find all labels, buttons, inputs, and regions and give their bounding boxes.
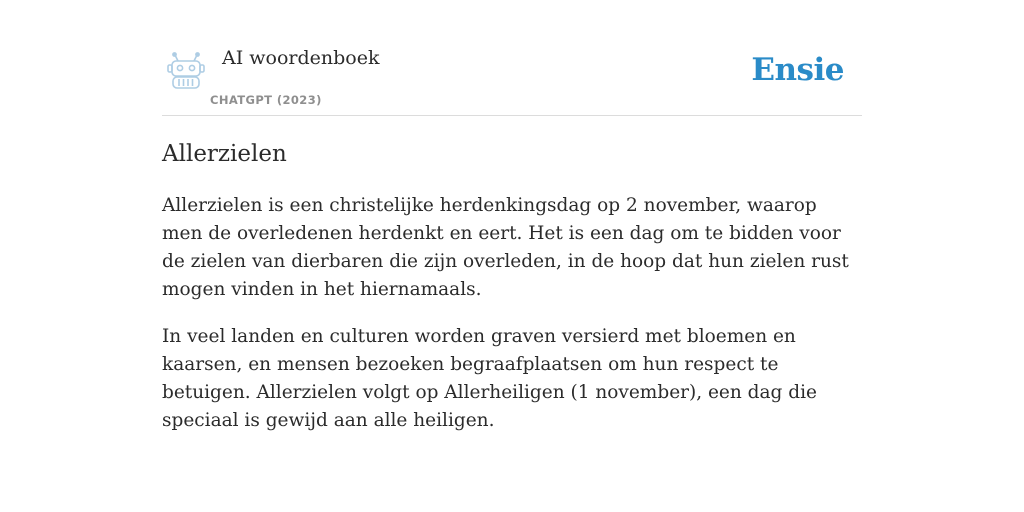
definition-paragraph: In veel landen en culturen worden graven versierd met bloemen en kaarsen, en mensen bezoeken begraafplaatsen om hun respect te betuigen. Allerzielen volgt op Allerheiligen (1 november), een dag die speciaal is gewijd aan alle heiligen. [162,326,817,431]
ensie-logo-link[interactable]: Ensie [751,52,844,88]
entry-definition [162,192,862,454]
dictionary-title: AI woordenboek [222,47,380,69]
robot-icon [166,52,206,90]
entry-term: Allerzielen [162,141,287,167]
definition-paragraph: Allerzielen is een christelijke herdenkingsdag op 2 november, waarop men de overledenen herdenkt en eert. Het is een dag om te bidden voor de zielen van dierbaren die zijn overleden, in de hoop dat hun zielen rust mogen vinden in het hiernamaals. [162,195,849,300]
source-label: CHATGPT (2023) [210,93,322,107]
page-header [162,36,862,116]
